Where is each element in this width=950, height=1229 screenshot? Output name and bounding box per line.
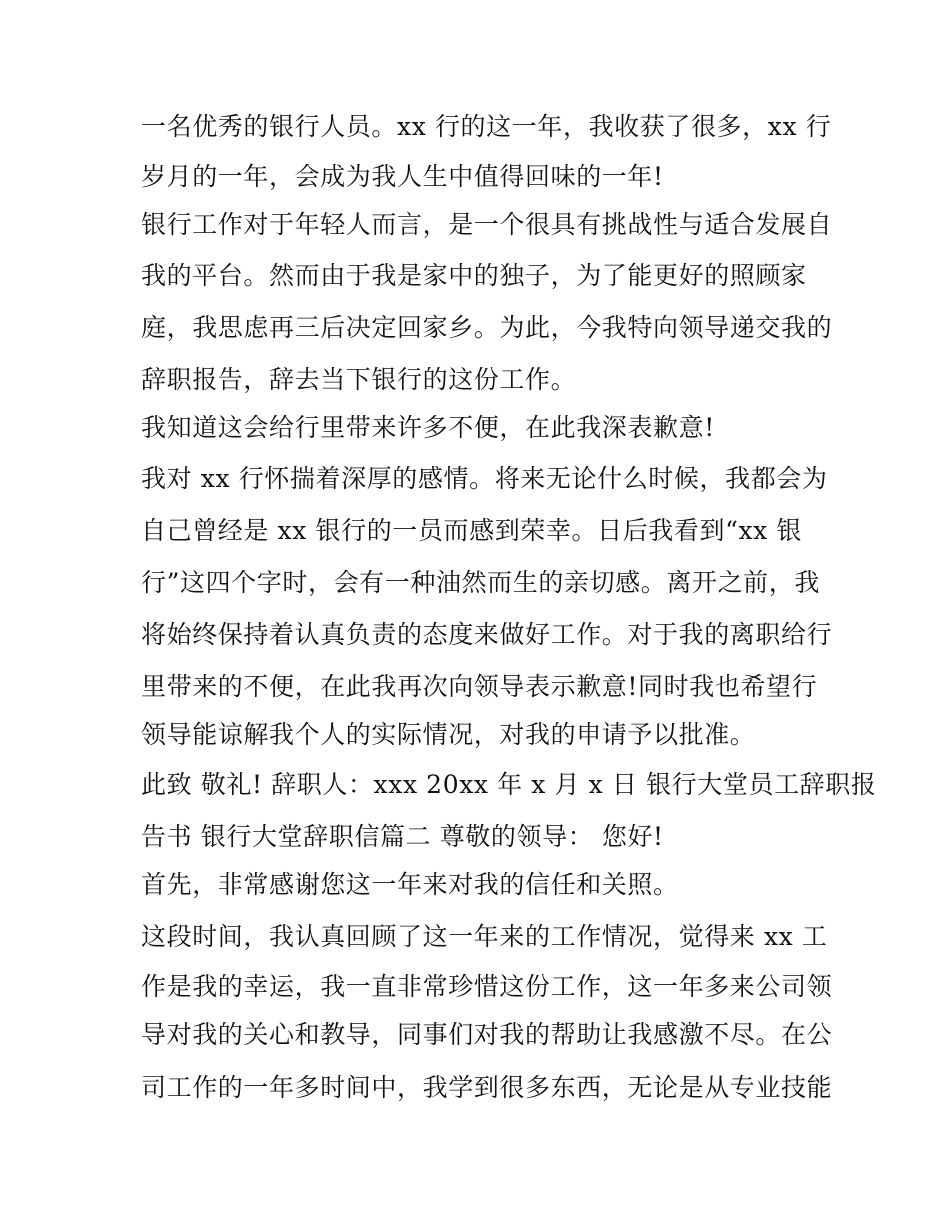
text-line: 里带来的不便，在此我再次向领导表示歉意!同时我也希望行 — [141, 672, 818, 701]
text-line: 我对 xx 行怀揣着深厚的感情。将来无论什么时候，我都会为 — [141, 464, 828, 493]
text-line: 此致 敬礼! 辞职人：xxx 20xx 年 x 月 x 日 银行大堂员工辞职报 — [141, 770, 877, 799]
text-line: 作是我的幸运，我一直非常珍惜这份工作，这一年多来公司领 — [141, 972, 833, 1001]
text-line: 岁月的一年，会成为我人生中值得回味的一年! — [141, 162, 664, 191]
text-line: 领导能谅解我个人的实际情况，对我的申请予以批准。 — [141, 720, 756, 749]
text-line: 告书 银行大堂辞职信篇二 尊敬的领导： 您好! — [141, 822, 664, 851]
text-line: 这段时间，我认真回顾了这一年来的工作情况，觉得来 xx 工 — [141, 922, 828, 951]
text-line: 一名优秀的银行人员。xx 行的这一年，我收获了很多，xx 行 — [141, 112, 832, 141]
text-line: 司工作的一年多时间中，我学到很多东西，无论是从专业技能 — [141, 1073, 833, 1102]
text-line: 自己曾经是 xx 银行的一员而感到荣幸。日后我看到“xx 银 — [141, 516, 803, 545]
text-line: 行”这四个字时，会有一种油然而生的亲切感。离开之前，我 — [141, 568, 820, 597]
text-line: 将始终保持着认真负责的态度来做好工作。对于我的离职给行 — [141, 620, 833, 649]
text-line: 首先，非常感谢您这一年来对我的信任和关照。 — [141, 870, 679, 899]
text-line: 辞职报告，辞去当下银行的这份工作。 — [141, 365, 577, 394]
text-line: 庭，我思虑再三后决定回家乡。为此，今我特向领导递交我的 — [141, 313, 833, 342]
text-line: 我的平台。然而由于我是家中的独子，为了能更好的照顾家 — [141, 261, 807, 290]
text-line: 银行工作对于年轻人而言，是一个很具有挑战性与适合发展自 — [141, 210, 833, 239]
text-line: 导对我的关心和教导，同事们对我的帮助让我感激不尽。在公 — [141, 1020, 833, 1049]
text-line: 我知道这会给行里带来许多不便，在此我深表歉意! — [141, 413, 715, 442]
